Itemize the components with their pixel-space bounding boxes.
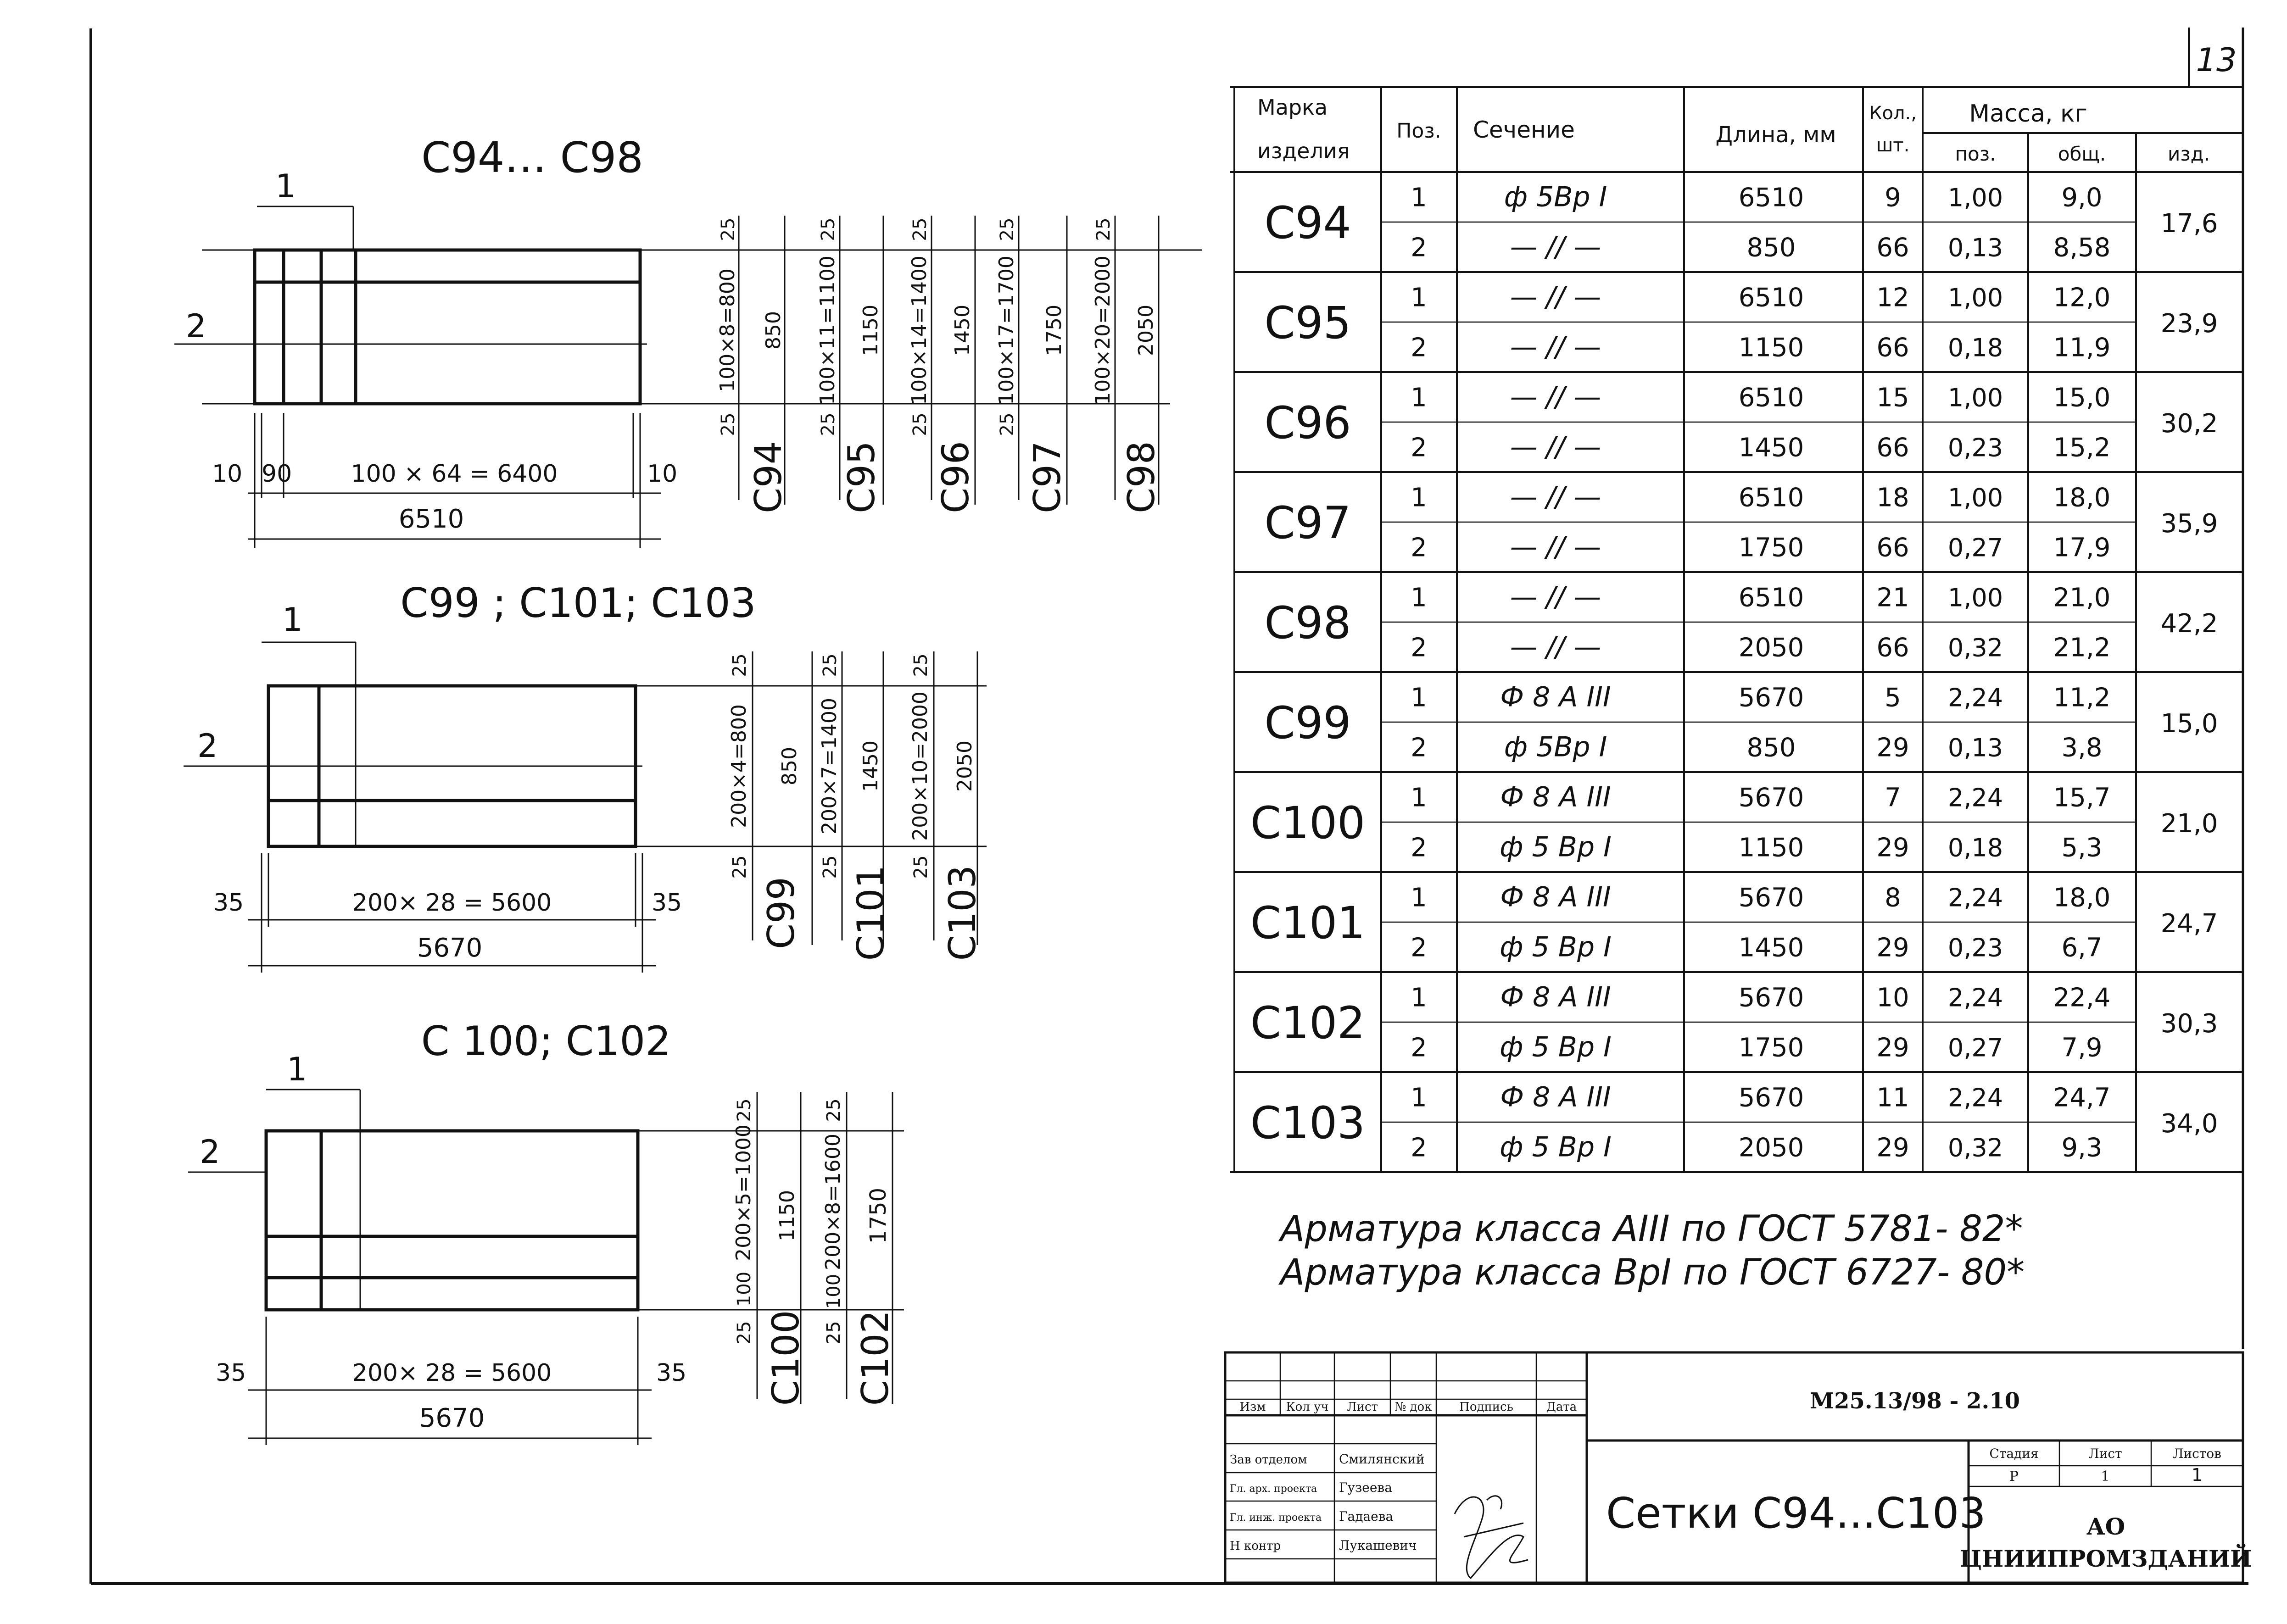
table-mark: С100 [1250,797,1366,849]
th-mark: Марка [1257,95,1328,120]
mark-label: С97 [1026,441,1069,513]
table-qty: 66 [1876,533,1909,563]
table-section: — // — [1510,531,1601,563]
table-qty: 66 [1876,633,1909,663]
dim-left: 35 [213,889,244,917]
table-mass-pos: 0,23 [1947,933,2003,962]
edge-25: 25 [734,1098,755,1122]
table-mass-pos: 0,27 [1947,1033,2003,1062]
edge-25: 25 [909,412,931,436]
tb-col-header: Дата [1546,1400,1577,1414]
table-item-mass: 34,0 [2160,1109,2218,1139]
edge-25: 25 [734,1321,755,1345]
table-length: 6510 [1738,483,1804,513]
table-section: — // — [1510,631,1601,663]
table-length: 1150 [1738,333,1804,363]
table-mass-all: 22,4 [2053,983,2111,1013]
table-pos: 1 [1411,783,1427,813]
table-pos: 1 [1411,483,1427,513]
table-item-mass: 30,3 [2160,1009,2218,1039]
marker-2: 2 [200,1133,220,1171]
organization: АО [2086,1513,2125,1540]
dim-v: 100×11=1100 [816,256,839,405]
table-mass-pos: 1,00 [1947,483,2003,512]
table-mass-pos: 2,24 [1947,1083,2003,1112]
table-length: 6510 [1738,283,1804,313]
diagram-c99-c101-c103 [184,579,987,973]
mark-label: С95 [840,441,883,513]
table-length: 850 [1746,233,1796,263]
table-mass-pos: 0,13 [1947,733,2003,762]
spec-table [1230,87,2243,1172]
table-section: ф 5 Вр I [1500,831,1612,863]
edge-25: 25 [718,217,739,241]
edge-25: 25 [820,653,841,677]
tb-col-header: Кол уч [1286,1400,1329,1414]
table-qty: 8 [1885,883,1901,913]
table-mass-all: 3,8 [2061,733,2103,763]
table-mass-all: 9,0 [2061,183,2103,213]
th-mass-all: общ. [2058,143,2106,165]
table-section: Ф 8 А III [1500,981,1611,1013]
edge-25: 25 [909,217,931,241]
diagram-title: С99 ; С101; С103 [400,579,756,627]
stage-header: Листов [2173,1446,2221,1461]
dim-v: 100×20=2000 [1091,256,1115,405]
dim-right: 35 [656,1359,687,1387]
diagram-title: С94… С98 [421,133,643,182]
table-mass-all: 9,3 [2061,1133,2103,1163]
table-mass-pos: 2,24 [1947,883,2003,912]
table-qty: 66 [1876,233,1909,263]
mark-label: С103 [941,865,984,961]
table-item-mass: 17,6 [2160,209,2218,239]
edge-25: 25 [818,412,839,436]
table-mass-pos: 1,00 [1947,183,2003,212]
dim-v: 1750 [1043,305,1066,356]
th-pos: Поз. [1396,119,1441,143]
dim-v: 100 [823,1274,844,1309]
table-qty: 7 [1885,783,1901,813]
table-mark: С94 [1264,197,1351,249]
marker-1: 1 [275,167,296,205]
table-qty: 29 [1876,733,1909,763]
table-pos: 2 [1411,333,1427,363]
table-item-mass: 15,0 [2160,709,2218,739]
dim-middle: 200× 28 = 5600 [352,1359,552,1387]
th-mass: Масса, кг [1969,100,2087,128]
edge-25: 25 [1093,217,1114,241]
table-length: 1150 [1738,833,1804,863]
mark-label: С101 [849,865,892,961]
table-length: 5670 [1738,1083,1804,1113]
table-length: 850 [1746,733,1796,763]
notes [1278,1208,2025,1293]
table-length: 5670 [1738,683,1804,713]
table-mass-pos: 1,00 [1947,283,2003,312]
dim-v: 850 [762,311,785,350]
marker-2: 2 [186,307,206,345]
table-mass-all: 15,7 [2053,783,2111,813]
table-mass-pos: 0,18 [1947,833,2003,862]
tb-col-header: Лист [1347,1400,1378,1414]
table-mass-pos: 0,18 [1947,333,2003,362]
table-section: — // — [1510,381,1601,413]
table-mass-all: 24,7 [2053,1083,2111,1113]
table-qty: 29 [1876,1133,1909,1163]
table-mass-all: 18,0 [2053,483,2111,513]
dim-middle: 200× 28 = 5600 [352,889,552,917]
title-block [1225,1352,2252,1583]
note-line: Арматура класса ВрI по ГОСТ 6727- 80* [1280,1252,2025,1293]
dim-v: 100×14=1400 [908,256,931,405]
diagram-c100-c102 [188,1018,904,1445]
table-mass-pos: 0,23 [1947,433,2003,462]
table-mass-all: 11,2 [2053,683,2111,713]
table-qty: 29 [1876,933,1909,963]
table-section: Ф 8 А III [1500,781,1611,813]
dim-v: 850 [778,747,801,785]
table-section: — // — [1510,581,1601,613]
table-pos: 2 [1411,533,1427,563]
table-qty: 9 [1885,183,1901,213]
table-length: 1450 [1738,433,1804,463]
signature [1455,1496,1528,1578]
th-mark: изделия [1257,139,1350,163]
mark-label: С100 [764,1310,807,1406]
table-pos: 1 [1411,1083,1427,1113]
mark-label: С99 [760,877,803,949]
stage-value: 1 [2191,1465,2203,1485]
mark-label: С94 [747,441,790,513]
doc-code: М25.13/98 - 2.10 [1809,1388,2020,1414]
table-qty: 11 [1876,1083,1909,1113]
marker-1: 1 [282,601,303,639]
table-item-mass: 21,0 [2160,809,2218,839]
table-mass-all: 7,9 [2061,1033,2103,1063]
edge-25: 25 [820,855,841,879]
table-length: 5670 [1738,983,1804,1013]
th-mass-pos: поз. [1955,143,1996,165]
table-pos: 1 [1411,383,1427,413]
table-mass-pos: 0,32 [1947,633,2003,662]
table-section: ф 5 Вр I [1500,1131,1612,1163]
table-qty: 10 [1876,983,1909,1013]
th-qty: шт. [1876,135,1910,156]
table-mass-all: 21,0 [2053,583,2111,613]
th-mass-item: изд. [2167,143,2210,165]
table-item-mass: 23,9 [2160,309,2218,339]
edge-25: 25 [823,1098,844,1122]
table-qty: 29 [1876,833,1909,863]
table-length: 6510 [1738,183,1804,213]
table-pos: 2 [1411,1133,1427,1163]
table-pos: 2 [1411,833,1427,863]
table-pos: 1 [1411,883,1427,913]
table-qty: 5 [1885,683,1901,713]
table-section: — // — [1510,481,1601,513]
table-length: 1750 [1738,533,1804,563]
edge-25: 25 [823,1321,844,1345]
table-length: 2050 [1738,633,1804,663]
table-section: — // — [1510,331,1601,363]
table-length: 1750 [1738,1033,1804,1063]
tb-role: Гл. арх. проекта [1230,1483,1317,1495]
table-section: — // — [1510,431,1601,463]
table-pos: 1 [1411,683,1427,713]
dim-middle: 100 × 64 = 6400 [351,460,558,488]
table-pos: 2 [1411,1033,1427,1063]
table-mass-pos: 2,24 [1947,783,2003,812]
dim-total: 6510 [398,504,464,534]
edge-25: 25 [818,217,839,241]
table-mass-all: 8,58 [2053,233,2111,263]
marker-2: 2 [197,727,218,765]
table-pos: 1 [1411,283,1427,313]
dim-v: 200×4=800 [727,704,751,828]
table-mass-all: 15,0 [2053,383,2111,413]
dim-v: 2050 [953,740,976,792]
dim-right: 10 [647,460,678,488]
tb-col-header: № док [1395,1400,1432,1414]
stage-value: 1 [2101,1468,2110,1485]
table-qty: 18 [1876,483,1909,513]
drawing-title: Сетки С94...С103 [1606,1489,1986,1538]
edge-25: 25 [910,653,932,677]
dim-v: 1750 [865,1187,891,1244]
table-section: — // — [1510,281,1601,313]
diagram-title: С 100; С102 [421,1018,671,1065]
table-mass-pos: 0,13 [1947,233,2003,262]
table-section: ф 5 Вр I [1500,1031,1612,1063]
dim-v: 200×10=2000 [909,691,932,841]
stage-header: Стадия [1989,1446,2039,1461]
table-mark: С98 [1264,597,1351,649]
table-section: — // — [1510,231,1601,263]
table-pos: 1 [1411,983,1427,1013]
tb-role: Гл. инж. проекта [1230,1512,1322,1524]
table-mark: С97 [1264,497,1351,549]
table-length: 1450 [1738,933,1804,963]
dim-v: 2050 [1134,305,1158,356]
table-pos: 1 [1411,583,1427,613]
table-pos: 2 [1411,433,1427,463]
table-pos: 2 [1411,733,1427,763]
dim-v: 1150 [859,305,882,356]
table-mass-pos: 0,27 [1947,533,2003,562]
table-section: Ф 8 А III [1500,1081,1611,1113]
table-mark: С95 [1264,297,1351,349]
stage-header: Лист [2088,1446,2122,1461]
table-item-mass: 30,2 [2160,409,2218,439]
tb-name: Лукашевич [1339,1538,1417,1553]
edge-25: 25 [718,412,739,436]
tb-name: Гузеева [1339,1480,1392,1495]
mark-label: С96 [934,441,977,513]
edge-25: 25 [729,653,750,677]
dim-v: 200×8=1600 [821,1134,845,1270]
marker-1: 1 [287,1051,307,1088]
edge-25: 25 [997,217,1018,241]
dim-left2: 90 [262,460,292,488]
dim-v: 1450 [951,305,974,356]
table-pos: 2 [1411,933,1427,963]
table-qty: 21 [1876,583,1909,613]
tb-role: Н контр [1230,1539,1281,1553]
dim-right: 35 [652,889,682,917]
dim-v: 100 [734,1271,755,1307]
table-item-mass: 24,7 [2160,909,2218,939]
tb-name: Гадаева [1339,1509,1394,1524]
table-mass-pos: 1,00 [1947,383,2003,412]
table-mass-pos: 2,24 [1947,983,2003,1012]
table-length: 6510 [1738,383,1804,413]
table-mark: С103 [1250,1097,1366,1149]
table-mark: С96 [1264,397,1351,449]
table-mass-pos: 1,00 [1947,583,2003,612]
th-qty: Кол., [1869,103,1917,124]
dim-total: 5670 [419,1403,485,1433]
table-item-mass: 42,2 [2160,609,2218,639]
table-mass-all: 15,2 [2053,433,2111,463]
table-length: 2050 [1738,1133,1804,1163]
table-mass-all: 12,0 [2053,283,2111,313]
dim-left: 10 [212,460,243,488]
table-qty: 66 [1876,433,1909,463]
table-mark: С102 [1250,997,1366,1049]
edge-25: 25 [910,855,932,879]
page-number: 13 [2196,41,2237,79]
table-mass-all: 21,2 [2053,633,2111,663]
tb-role: Зав отделом [1230,1453,1307,1467]
dim-v: 200×5=1000 [732,1124,755,1261]
table-qty: 29 [1876,1033,1909,1063]
dim-v: 200×7=1400 [818,698,841,834]
table-qty: 66 [1876,333,1909,363]
mark-label: С102 [854,1310,897,1406]
table-pos: 2 [1411,233,1427,263]
table-mass-pos: 0,32 [1947,1133,2003,1162]
table-mark: С99 [1264,697,1351,749]
table-pos: 1 [1411,183,1427,213]
table-length: 5670 [1738,883,1804,913]
edge-25: 25 [997,412,1018,436]
table-mass-all: 18,0 [2053,883,2111,913]
table-qty: 15 [1876,383,1909,413]
table-mass-pos: 2,24 [1947,683,2003,712]
mark-label: С98 [1120,441,1163,513]
dim-v: 1450 [859,740,882,792]
table-mass-all: 11,9 [2053,333,2111,363]
dim-v: 1150 [775,1190,799,1241]
th-section: Сечение [1473,117,1575,143]
table-section: ф 5 Вр I [1500,931,1612,963]
table-length: 5670 [1738,783,1804,813]
organization: ЦНИИПРОМЗДАНИЙ [1959,1545,2252,1572]
table-mass-all: 17,9 [2053,533,2111,563]
sheet-frame [91,28,2248,1584]
dim-v: 100×17=1700 [995,256,1018,405]
diagram-c94-c98 [174,133,1202,548]
tb-name: Смилянский [1339,1452,1425,1467]
table-section: Ф 8 А III [1500,881,1611,913]
edge-25: 25 [729,855,750,879]
table-section: Ф 8 А III [1500,681,1611,713]
dim-v: 100×8=800 [716,268,739,392]
dim-left: 35 [216,1359,246,1387]
tb-col-header: Подпись [1459,1400,1513,1414]
table-length: 6510 [1738,583,1804,613]
table-section: ф 5Вр I [1504,731,1607,763]
th-length: Длина, мм [1715,122,1836,148]
note-line: Арматура класса АIII по ГОСТ 5781- 82* [1280,1208,2023,1250]
table-item-mass: 35,9 [2160,509,2218,539]
table-mark: С101 [1250,897,1366,949]
table-qty: 12 [1876,283,1909,313]
tb-col-header: Изм [1239,1400,1266,1414]
table-mass-all: 6,7 [2061,933,2103,963]
table-pos: 2 [1411,633,1427,663]
dim-total: 5670 [417,933,483,963]
table-section: ф 5Вр I [1504,181,1607,213]
table-mass-all: 5,3 [2061,833,2103,863]
stage-value: Р [2009,1468,2019,1485]
